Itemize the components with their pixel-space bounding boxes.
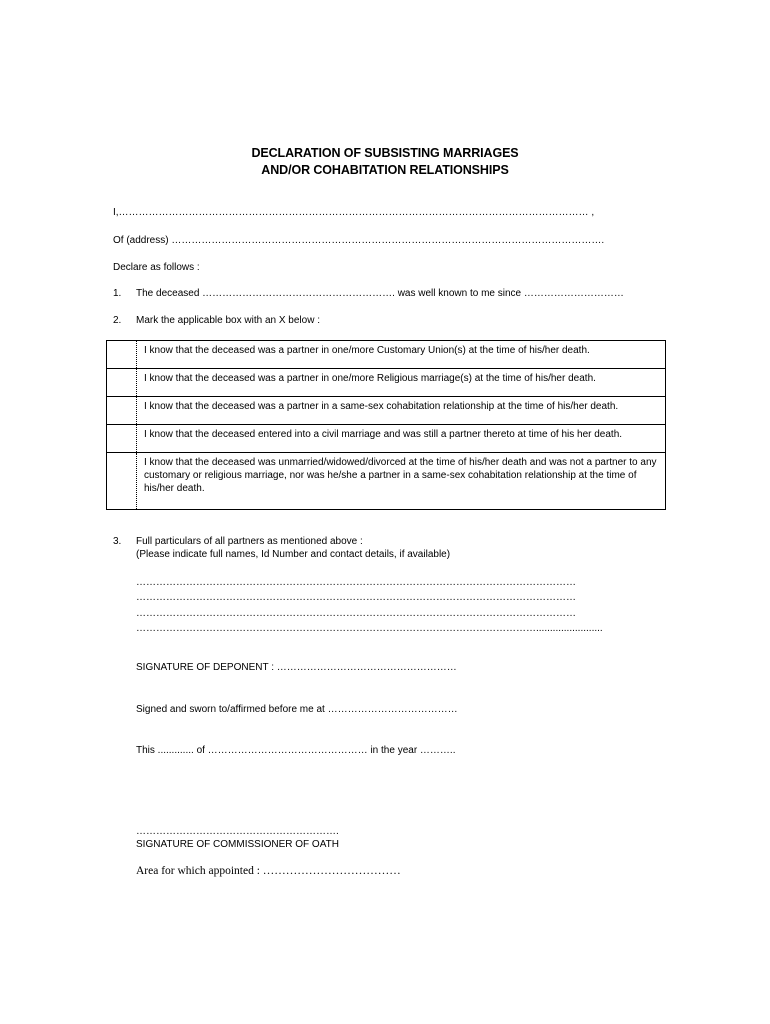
option-row (107, 341, 665, 368)
item3-heading: Full particulars of all partners as mentioned above : (136, 536, 363, 547)
item1-deceased-line: The deceased …………………………………………………. was well known to me since ………………………… (136, 288, 624, 299)
option-row (107, 368, 665, 396)
option-row (107, 396, 665, 424)
item3-number: 3. (113, 536, 122, 547)
address-line: Of (address) …………………………………………………………………………………………………………………. (113, 235, 605, 246)
option-text: I know that the deceased was a partner in a same-sex cohabitation relationship at the time of his/her death. (144, 401, 619, 412)
option-row (107, 424, 665, 452)
partners-line[interactable]: …………………………………………………………………………………………………………………… (136, 577, 576, 588)
commissioner-signature-dots: ……………………………………………………. (136, 826, 339, 837)
deponent-name-line: I,…………………………………………………………………………………………………………………………… , (113, 207, 595, 218)
option-checkbox[interactable] (107, 341, 137, 368)
partners-line[interactable]: …………………………………………………………………………………………………………………… (136, 608, 576, 619)
option-checkbox[interactable] (107, 425, 137, 452)
item2-number: 2. (113, 315, 122, 326)
option-text: I know that the deceased entered into a civil marriage and was still a partner thereto at time of his her death. (144, 429, 623, 440)
partners-line[interactable]: …………………………………………………………………………………………………………........................ (136, 623, 603, 634)
option-checkbox[interactable] (107, 453, 137, 509)
form-title-line1: DECLARATION OF SUBSISTING MARRIAGES (251, 146, 519, 160)
declare-heading: Declare as follows : (113, 262, 200, 273)
option-text: I know that the deceased was a partner in one/more Customary Union(s) at the time of his/her death. (144, 345, 590, 356)
option-checkbox[interactable] (107, 397, 137, 424)
option-text: I know that the deceased was a partner in one/more Religious marriage(s) at the time of his/her death. (144, 373, 596, 384)
deponent-signature-line: SIGNATURE OF DEPONENT : ……………………………………………… (136, 662, 457, 673)
item2-instruction: Mark the applicable box with an X below : (136, 315, 320, 326)
form-title-line2: AND/OR COHABITATION RELATIONSHIPS (261, 163, 509, 177)
commissioner-signature-label: SIGNATURE OF COMMISSIONER OF OATH (136, 839, 339, 850)
item1-number: 1. (113, 288, 122, 299)
date-line: This ............. of ………………………………………… in the year ……….. (136, 745, 456, 756)
relationship-options-table (106, 340, 666, 510)
sworn-location-line: Signed and sworn to/affirmed before me at ………………………………… (136, 704, 458, 715)
option-row (107, 452, 665, 509)
option-text: I know that the deceased was unmarried/widowed/divorced at the time of his/her death and was not a partner to any customary or religious marriage, nor was he/she a partner in a same-sex cohabitation relationship at the time of his/her death. (144, 457, 657, 494)
item3-instruction: (Please indicate full names, Id Number and contact details, if available) (136, 549, 451, 560)
option-checkbox[interactable] (107, 369, 137, 396)
appointment-area-line: Area for which appointed : ……………………………… (136, 865, 401, 877)
partners-line[interactable]: …………………………………………………………………………………………………………………… (136, 592, 576, 603)
